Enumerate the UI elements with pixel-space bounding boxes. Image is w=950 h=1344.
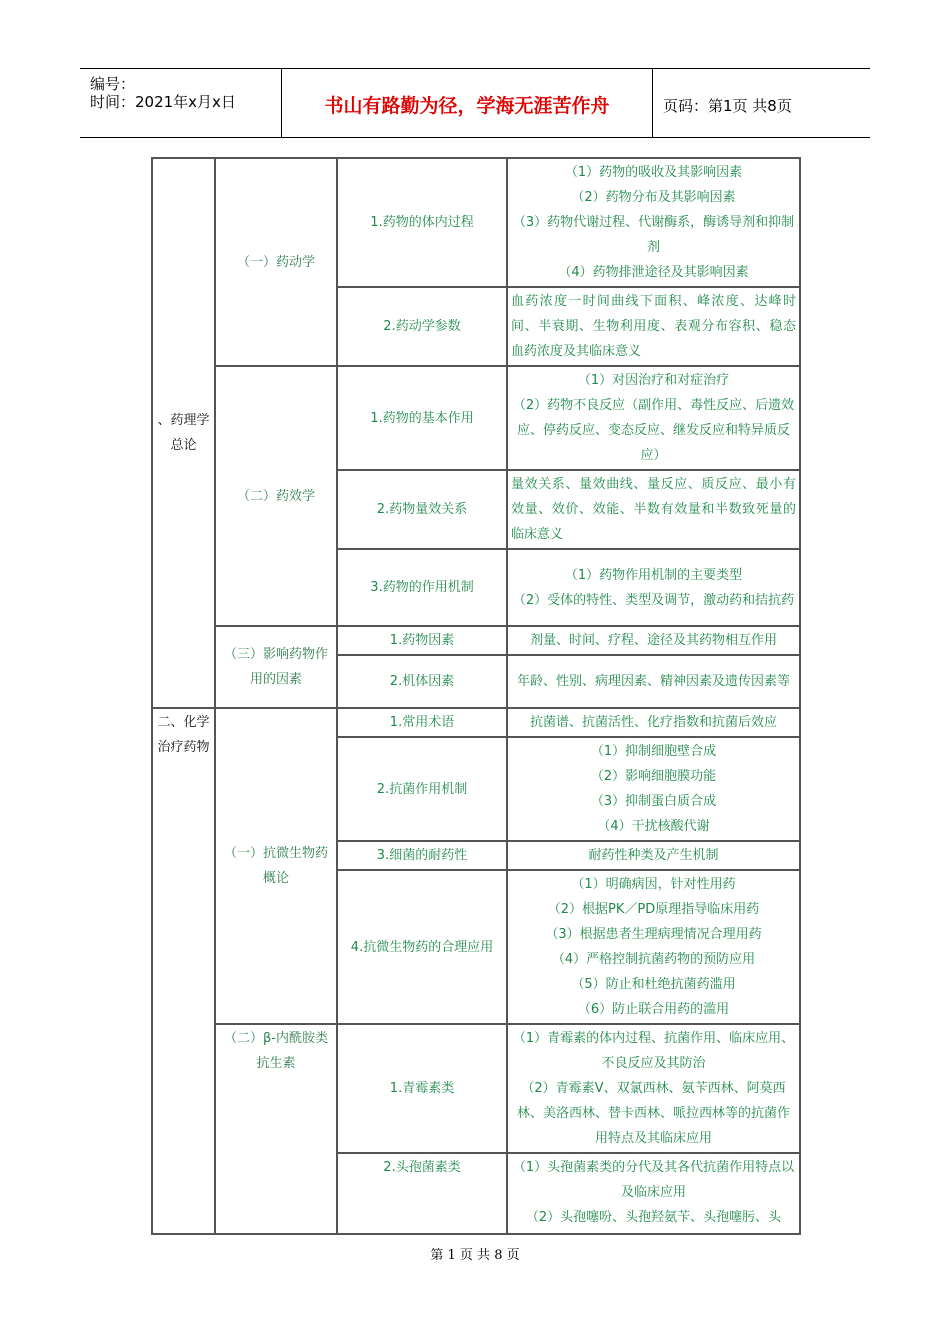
content-line: （2）根据PK／PD原理指导临床用药 [547, 902, 760, 917]
syllabus-table [151, 157, 801, 1235]
topic-cell: 3.细菌的耐药性 [337, 841, 507, 870]
topic-cell: 3.药物的作用机制 [337, 549, 507, 626]
topic-cell: 2.药动学参数 [337, 287, 507, 366]
content-cell: 剂量、时间、疗程、途径及其药物相互作用 [507, 626, 800, 655]
motto-text: 书山有路勤为径，学海无涯苦作舟 [324, 95, 610, 117]
topic-cell: 2.头孢菌素类 [337, 1153, 507, 1234]
content-cell [507, 1153, 800, 1234]
content-line: （3）抑制蛋白质合成 [590, 794, 717, 809]
subsection-influencing-factors: （三）影响药物作用的因素 [215, 626, 337, 708]
subsection-beta-lactam: （二）β-内酰胺类抗生素 [215, 1024, 337, 1234]
content-line: （2）青霉素V、双氯西林、氨苄西林、阿莫西林、美洛西林、替卡西林、哌拉西林等的抗菌作用特点及其临床应用 [516, 1081, 790, 1146]
page-footer: 第 1 页 共 8 页 [430, 1248, 520, 1263]
content-cell [507, 366, 800, 470]
content-cell [507, 870, 800, 1024]
content-line: （2）药物分布及其影响因素 [571, 190, 736, 205]
content-line: （1）抑制细胞壁合成 [590, 744, 717, 759]
content-cell: 量效关系、量效曲线、量反应、质反应、最小有效量、效价、效能、半数有效量和半数致死量的临床意义 [507, 470, 800, 549]
content-line: （4）严格控制抗菌药物的预防应用 [551, 952, 756, 967]
content-line: （2）头孢噻吩、头孢羟氨苄、头孢噻肟、头 [525, 1210, 782, 1225]
content-cell: 耐药性种类及产生机制 [507, 841, 800, 870]
content-cell: 抗菌谱、抗菌活性、化疗指数和抗菌后效应 [507, 708, 800, 737]
topic-cell: 1.药物因素 [337, 626, 507, 655]
header-motto-cell [282, 69, 653, 137]
subsection-antimicrobial-overview: （一）抗微生物药概论 [215, 708, 337, 1024]
content-line: （1）药物的吸收及其影响因素 [564, 165, 743, 180]
topic-cell: 2.机体因素 [337, 655, 507, 708]
table-row [152, 366, 800, 470]
header-info-cell [80, 69, 282, 137]
content-line: （1）青霉素的体内过程、抗菌作用、临床应用、不良反应及其防治 [512, 1031, 795, 1071]
header-page-cell [653, 69, 870, 137]
table-row [152, 708, 800, 737]
table-row [152, 158, 800, 287]
content-line: （3）根据患者生理病理情况合理用药 [545, 927, 762, 942]
topic-cell: 4.抗微生物药的合理应用 [337, 870, 507, 1024]
content-line: （2）药物不良反应（副作用、毒性反应、后遗效应、停药反应、变态反应、继发反应和特异质反应） [512, 398, 795, 463]
content-line: （1）明确病因，针对性用药 [571, 877, 736, 892]
table-row [152, 626, 800, 655]
table-row [152, 1024, 800, 1153]
subsection-pharmacodynamics: （二）药效学 [215, 366, 337, 626]
topic-cell: 1.药物的基本作用 [337, 366, 507, 470]
page-header [80, 68, 870, 138]
topic-cell: 1.药物的体内过程 [337, 158, 507, 287]
topic-cell: 2.抗菌作用机制 [337, 737, 507, 841]
section-pharmacology-general: 、药理学总论 [152, 158, 215, 708]
content-line: （3）药物代谢过程、代谢酶系，酶诱导剂和抑制剂 [512, 215, 795, 255]
section-chemotherapy-drugs: 二、化学治疗药物 [152, 708, 215, 1234]
content-line: （2）影响细胞膜功能 [590, 769, 717, 784]
content-line: （4）干扰核酸代谢 [597, 819, 710, 834]
content-cell [507, 549, 800, 626]
content-cell [507, 158, 800, 287]
content-line: （1）头孢菌素类的分代及其各代抗菌作用特点以及临床应用 [512, 1160, 795, 1200]
content-line: （2）受体的特性、类型及调节，激动药和拮抗药 [512, 592, 795, 608]
subsection-pharmacokinetics: （一）药动学 [215, 158, 337, 366]
document-time-label: 时间：2021年x月x日 [90, 93, 236, 111]
content-cell [507, 737, 800, 841]
content-line: （5）防止和杜绝抗菌药滥用 [571, 977, 736, 992]
content-line: （4）药物排泄途径及其影响因素 [558, 265, 749, 280]
content-cell [507, 1024, 800, 1153]
topic-cell: 2.药物量效关系 [337, 470, 507, 549]
content-cell: 血药浓度一时间曲线下面积、峰浓度、达峰时间、半衰期、生物利用度、表观分布容积、稳态血药浓度及其临床意义 [507, 287, 800, 366]
topic-cell: 1.常用术语 [337, 708, 507, 737]
content-line: （6）防止联合用药的滥用 [577, 1002, 730, 1017]
content-line: （1）药物作用机制的主要类型 [564, 567, 743, 583]
content-cell: 年龄、性别、病理因素、精神因素及遗传因素等 [507, 655, 800, 708]
content-line: （1）对因治疗和对症治疗 [577, 373, 730, 388]
topic-cell: 1.青霉素类 [337, 1024, 507, 1153]
page-number-label: 页码：第1页 共8页 [663, 97, 792, 115]
document-number-label: 编号： [90, 75, 136, 93]
